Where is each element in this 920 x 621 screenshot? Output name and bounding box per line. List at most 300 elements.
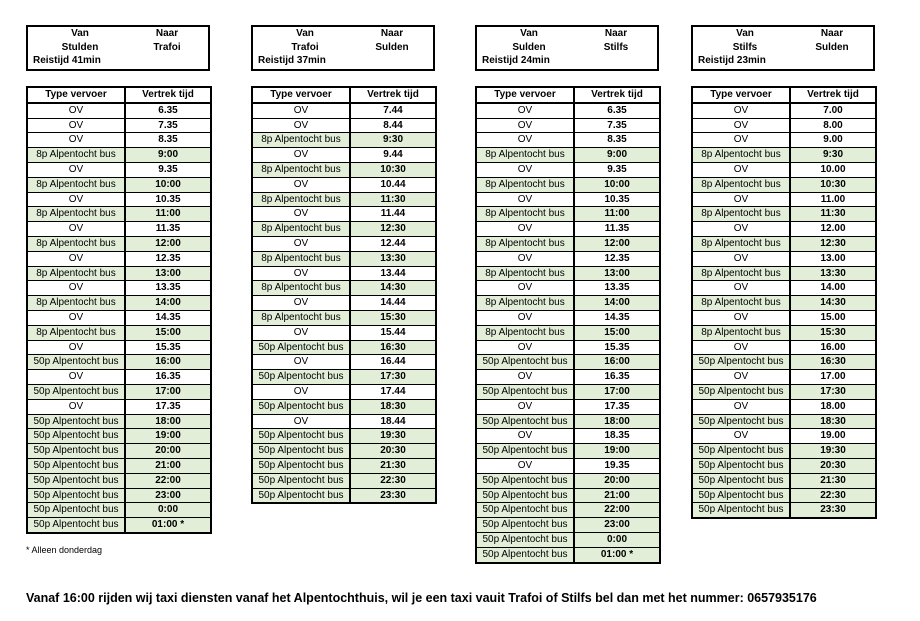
departure-time: 15.00: [790, 310, 876, 325]
table-row: [476, 444, 660, 459]
transport-type: OV: [252, 236, 350, 251]
departure-time: 19:30: [790, 444, 876, 459]
transport-type: 8p Alpentocht bus: [27, 236, 125, 251]
table-row: [27, 399, 211, 414]
table-row: [27, 444, 211, 459]
departure-time: 14:30: [350, 281, 436, 296]
departure-time: 16.44: [350, 355, 436, 370]
table-row: [27, 281, 211, 296]
table-row: [476, 148, 660, 163]
table-row: [692, 355, 876, 370]
table-row: [27, 340, 211, 355]
table-row: [252, 118, 436, 133]
transport-type: OV: [27, 370, 125, 385]
transport-type: 50p Alpentocht bus: [692, 488, 790, 503]
table-row: [476, 473, 660, 488]
footnote: * Alleen donderdag: [26, 545, 103, 555]
departure-time: 11:30: [790, 207, 876, 222]
table-row: [252, 266, 436, 281]
travel-time: Reistijd 37min: [258, 55, 326, 66]
departure-time: 15.35: [125, 340, 211, 355]
transport-type: OV: [476, 370, 574, 385]
table-row: [476, 222, 660, 237]
departure-time: 22:30: [350, 473, 436, 488]
table-row: [252, 399, 436, 414]
departure-time: 9.44: [350, 148, 436, 163]
table-row: [252, 133, 436, 148]
table-row: [252, 340, 436, 355]
transport-type: 8p Alpentocht bus: [27, 177, 125, 192]
transport-type: OV: [476, 192, 574, 207]
departure-time: 17:30: [790, 384, 876, 399]
transport-type: 50p Alpentocht bus: [27, 429, 125, 444]
departure-time: 12.00: [790, 222, 876, 237]
transport-type: 8p Alpentocht bus: [252, 222, 350, 237]
departure-time: 6.35: [125, 103, 211, 118]
departure-time: 20:30: [790, 458, 876, 473]
table-row: [692, 310, 876, 325]
transport-type: 8p Alpentocht bus: [476, 236, 574, 251]
table-row: [27, 162, 211, 177]
departure-time: 20:00: [574, 473, 660, 488]
departure-time: 7.44: [350, 103, 436, 118]
transport-type: 50p Alpentocht bus: [27, 384, 125, 399]
transport-type: 50p Alpentocht bus: [692, 414, 790, 429]
departure-time: 17.35: [125, 399, 211, 414]
table-row: [476, 103, 660, 118]
table-row: [692, 429, 876, 444]
transport-type: 50p Alpentocht bus: [476, 414, 574, 429]
transport-type: 50p Alpentocht bus: [27, 518, 125, 533]
transport-type: OV: [476, 429, 574, 444]
departure-time: 11.44: [350, 207, 436, 222]
departure-time: 14:30: [790, 296, 876, 311]
table-row: [252, 296, 436, 311]
departure-time: 16.35: [125, 370, 211, 385]
transport-type: OV: [252, 355, 350, 370]
table-row: [27, 429, 211, 444]
transport-type: OV: [692, 370, 790, 385]
transport-type: 8p Alpentocht bus: [692, 296, 790, 311]
transport-type: 50p Alpentocht bus: [476, 547, 574, 562]
transport-type: OV: [27, 118, 125, 133]
table-row: [27, 251, 211, 266]
from-label: Van: [520, 28, 538, 39]
departure-time: 23:00: [125, 488, 211, 503]
table-row: [252, 444, 436, 459]
from-label: Van: [736, 28, 754, 39]
col-time-header: Vertrek tijd: [125, 87, 211, 103]
table-row: [692, 414, 876, 429]
table-row: [692, 266, 876, 281]
table-row: [252, 458, 436, 473]
departure-time: 11:00: [574, 207, 660, 222]
table-row: [476, 547, 660, 562]
departure-time: 8.35: [125, 133, 211, 148]
timetable-3: [475, 86, 661, 564]
table-row: [692, 488, 876, 503]
transport-type: OV: [27, 103, 125, 118]
transport-type: 8p Alpentocht bus: [692, 177, 790, 192]
departure-time: 01:00 *: [574, 547, 660, 562]
table-row: [692, 370, 876, 385]
transport-type: OV: [692, 310, 790, 325]
table-row: [27, 133, 211, 148]
transport-type: 50p Alpentocht bus: [27, 355, 125, 370]
table-row: [252, 355, 436, 370]
from-label: Van: [71, 28, 89, 39]
transport-type: 50p Alpentocht bus: [27, 473, 125, 488]
to-stop: Trafoi: [153, 41, 181, 53]
transport-type: OV: [476, 399, 574, 414]
table-row: [27, 266, 211, 281]
departure-time: 20:30: [350, 444, 436, 459]
col-time-header: Vertrek tijd: [790, 87, 876, 103]
departure-time: 9.35: [574, 162, 660, 177]
departure-time: 19:00: [574, 444, 660, 459]
departure-time: 18.44: [350, 414, 436, 429]
departure-time: 10:30: [790, 177, 876, 192]
departure-time: 10:00: [574, 177, 660, 192]
table-row: [27, 118, 211, 133]
departure-time: 18:00: [125, 414, 211, 429]
departure-time: 0:00: [125, 503, 211, 518]
transport-type: OV: [252, 266, 350, 281]
departure-time: 14.00: [790, 281, 876, 296]
table-row: [252, 236, 436, 251]
transport-type: 8p Alpentocht bus: [692, 266, 790, 281]
departure-time: 10.35: [574, 192, 660, 207]
departure-time: 18:30: [350, 399, 436, 414]
route-header-4: [691, 25, 875, 71]
departure-time: 9.35: [125, 162, 211, 177]
table-row: [692, 399, 876, 414]
departure-time: 6.35: [574, 103, 660, 118]
departure-time: 15:00: [574, 325, 660, 340]
timetable-4: [691, 86, 877, 519]
table-row: [476, 177, 660, 192]
to-stop: Sulden: [375, 41, 409, 53]
table-row: [252, 473, 436, 488]
departure-time: 15:30: [350, 310, 436, 325]
departure-time: 22:00: [574, 503, 660, 518]
table-row: [476, 251, 660, 266]
departure-time: 22:00: [125, 473, 211, 488]
transport-type: OV: [252, 296, 350, 311]
table-row: [476, 429, 660, 444]
table-row: [476, 118, 660, 133]
transport-type: OV: [476, 222, 574, 237]
departure-time: 19:00: [125, 429, 211, 444]
departure-time: 10.00: [790, 162, 876, 177]
departure-time: 23:00: [574, 518, 660, 533]
transport-type: OV: [476, 103, 574, 118]
table-row: [692, 340, 876, 355]
table-row: [252, 310, 436, 325]
transport-type: OV: [27, 251, 125, 266]
transport-type: 8p Alpentocht bus: [252, 251, 350, 266]
table-row: [252, 103, 436, 118]
table-row: [476, 384, 660, 399]
transport-type: 50p Alpentocht bus: [27, 444, 125, 459]
col-type-header: Type vervoer: [27, 87, 125, 103]
table-row: [27, 355, 211, 370]
table-row: [27, 296, 211, 311]
departure-time: 11.35: [125, 222, 211, 237]
departure-time: 23:30: [350, 488, 436, 503]
departure-time: 13:30: [790, 266, 876, 281]
departure-time: 12.44: [350, 236, 436, 251]
route-header-2: [251, 25, 435, 71]
transport-type: OV: [692, 222, 790, 237]
departure-time: 13.35: [125, 281, 211, 296]
table-row: [692, 162, 876, 177]
departure-time: 11.35: [574, 222, 660, 237]
transport-type: OV: [476, 251, 574, 266]
table-row: [252, 177, 436, 192]
table-row: [692, 177, 876, 192]
table-row: [476, 518, 660, 533]
table-row: [27, 384, 211, 399]
transport-type: 8p Alpentocht bus: [27, 296, 125, 311]
table-row: [692, 384, 876, 399]
transport-type: OV: [27, 192, 125, 207]
table-row: [252, 251, 436, 266]
departure-time: 9:30: [790, 148, 876, 163]
transport-type: 8p Alpentocht bus: [252, 310, 350, 325]
table-row: [476, 296, 660, 311]
table-row: [27, 222, 211, 237]
departure-time: 16:00: [574, 355, 660, 370]
transport-type: OV: [692, 133, 790, 148]
transport-type: OV: [27, 399, 125, 414]
departure-time: 21:30: [790, 473, 876, 488]
departure-time: 9:30: [350, 133, 436, 148]
departure-time: 14.35: [125, 310, 211, 325]
from-stop: Sulden: [512, 41, 546, 53]
departure-time: 17:00: [125, 384, 211, 399]
departure-time: 0:00: [574, 532, 660, 547]
table-row: [476, 236, 660, 251]
table-row: [692, 207, 876, 222]
col-type-header: Type vervoer: [476, 87, 574, 103]
transport-type: 50p Alpentocht bus: [476, 473, 574, 488]
departure-time: 10.44: [350, 177, 436, 192]
col-type-header: Type vervoer: [252, 87, 350, 103]
departure-time: 19:30: [350, 429, 436, 444]
transport-type: OV: [692, 192, 790, 207]
table-row: [27, 148, 211, 163]
transport-type: 8p Alpentocht bus: [476, 325, 574, 340]
transport-type: 50p Alpentocht bus: [252, 444, 350, 459]
transport-type: 8p Alpentocht bus: [27, 148, 125, 163]
table-row: [27, 236, 211, 251]
departure-time: 16.00: [790, 340, 876, 355]
departure-time: 13:00: [574, 266, 660, 281]
transport-type: 50p Alpentocht bus: [692, 458, 790, 473]
departure-time: 14.44: [350, 296, 436, 311]
table-row: [27, 473, 211, 488]
table-row: [476, 207, 660, 222]
transport-type: OV: [27, 281, 125, 296]
transport-type: 8p Alpentocht bus: [476, 266, 574, 281]
departure-time: 17:00: [574, 384, 660, 399]
departure-time: 8.44: [350, 118, 436, 133]
col-type-header: Type vervoer: [692, 87, 790, 103]
departure-time: 9:00: [125, 148, 211, 163]
transport-type: 50p Alpentocht bus: [692, 444, 790, 459]
table-row: [476, 162, 660, 177]
table-row: [252, 488, 436, 503]
to-label: Naar: [380, 28, 404, 39]
transport-type: OV: [692, 281, 790, 296]
departure-time: 16.35: [574, 370, 660, 385]
departure-time: 15:00: [125, 325, 211, 340]
transport-type: OV: [692, 118, 790, 133]
from-label: Van: [296, 28, 314, 39]
departure-time: 17.44: [350, 384, 436, 399]
table-row: [692, 296, 876, 311]
table-row: [476, 399, 660, 414]
departure-time: 11:00: [125, 207, 211, 222]
transport-type: OV: [476, 162, 574, 177]
table-row: [252, 325, 436, 340]
table-row: [27, 177, 211, 192]
table-row: [252, 281, 436, 296]
table-row: [476, 370, 660, 385]
departure-time: 19.00: [790, 429, 876, 444]
departure-time: 10:00: [125, 177, 211, 192]
to-label: Naar: [604, 28, 628, 39]
transport-type: 50p Alpentocht bus: [692, 355, 790, 370]
table-row: [692, 473, 876, 488]
table-row: [252, 414, 436, 429]
transport-type: OV: [252, 118, 350, 133]
departure-time: 12.35: [125, 251, 211, 266]
transport-type: 50p Alpentocht bus: [252, 488, 350, 503]
departure-time: 13.35: [574, 281, 660, 296]
departure-time: 21:30: [350, 458, 436, 473]
transport-type: OV: [252, 325, 350, 340]
transport-type: 8p Alpentocht bus: [27, 207, 125, 222]
departure-time: 9.00: [790, 133, 876, 148]
departure-time: 9:00: [574, 148, 660, 163]
departure-time: 22:30: [790, 488, 876, 503]
departure-time: 01:00 *: [125, 518, 211, 533]
from-stop: Stilfs: [732, 41, 758, 53]
table-row: [692, 444, 876, 459]
transport-type: 50p Alpentocht bus: [27, 414, 125, 429]
transport-type: 50p Alpentocht bus: [476, 488, 574, 503]
departure-time: 23:30: [790, 503, 876, 518]
from-stop: Trafoi: [291, 41, 319, 53]
transport-type: 8p Alpentocht bus: [476, 177, 574, 192]
transport-type: OV: [27, 340, 125, 355]
departure-time: 10.35: [125, 192, 211, 207]
taxi-note: Vanaf 16:00 rijden wij taxi diensten vanaf het Alpentochthuis, wil je een taxi vauit Trafoi of Stilfs bel dan met het nummer: 0657935176: [26, 591, 817, 605]
transport-type: OV: [252, 177, 350, 192]
table-row: [476, 325, 660, 340]
table-row: [252, 162, 436, 177]
transport-type: 8p Alpentocht bus: [27, 325, 125, 340]
departure-time: 14:00: [125, 296, 211, 311]
transport-type: 50p Alpentocht bus: [252, 399, 350, 414]
from-stop: Stulden: [61, 41, 99, 53]
departure-time: 8.35: [574, 133, 660, 148]
table-row: [27, 207, 211, 222]
transport-type: 50p Alpentocht bus: [476, 503, 574, 518]
transport-type: 8p Alpentocht bus: [692, 148, 790, 163]
transport-type: 50p Alpentocht bus: [476, 355, 574, 370]
transport-type: OV: [476, 340, 574, 355]
table-row: [476, 192, 660, 207]
to-stop: Stilfs: [603, 41, 629, 53]
transport-type: OV: [27, 310, 125, 325]
table-row: [476, 133, 660, 148]
travel-time: Reistijd 24min: [482, 55, 550, 66]
departure-time: 16:30: [350, 340, 436, 355]
transport-type: 8p Alpentocht bus: [476, 296, 574, 311]
transport-type: OV: [476, 133, 574, 148]
transport-type: OV: [27, 162, 125, 177]
table-row: [27, 103, 211, 118]
departure-time: 12:00: [125, 236, 211, 251]
departure-time: 13.44: [350, 266, 436, 281]
departure-time: 18:00: [574, 414, 660, 429]
departure-time: 12.35: [574, 251, 660, 266]
transport-type: 50p Alpentocht bus: [476, 444, 574, 459]
table-row: [27, 370, 211, 385]
table-row: [27, 325, 211, 340]
transport-type: 8p Alpentocht bus: [252, 162, 350, 177]
transport-type: OV: [692, 251, 790, 266]
departure-time: 17.00: [790, 370, 876, 385]
table-row: [692, 281, 876, 296]
table-row: [252, 192, 436, 207]
departure-time: 17.35: [574, 399, 660, 414]
route-header-1: [26, 25, 210, 71]
transport-type: OV: [476, 118, 574, 133]
table-row: [476, 266, 660, 281]
table-row: [476, 503, 660, 518]
transport-type: 8p Alpentocht bus: [252, 133, 350, 148]
transport-type: OV: [27, 222, 125, 237]
to-stop: Sulden: [815, 41, 849, 53]
transport-type: 8p Alpentocht bus: [692, 325, 790, 340]
departure-time: 17:30: [350, 370, 436, 385]
transport-type: 50p Alpentocht bus: [252, 458, 350, 473]
departure-time: 18:30: [790, 414, 876, 429]
table-row: [476, 355, 660, 370]
table-row: [692, 133, 876, 148]
table-row: [692, 118, 876, 133]
departure-time: 13.00: [790, 251, 876, 266]
transport-type: 8p Alpentocht bus: [476, 207, 574, 222]
departure-time: 8.00: [790, 118, 876, 133]
transport-type: OV: [252, 148, 350, 163]
route-header-3: [475, 25, 659, 71]
transport-type: 50p Alpentocht bus: [252, 429, 350, 444]
transport-type: 50p Alpentocht bus: [252, 340, 350, 355]
departure-time: 12:30: [790, 236, 876, 251]
departure-time: 12:00: [574, 236, 660, 251]
transport-type: 8p Alpentocht bus: [476, 148, 574, 163]
col-time-header: Vertrek tijd: [350, 87, 436, 103]
transport-type: OV: [476, 281, 574, 296]
departure-time: 21:00: [574, 488, 660, 503]
table-row: [252, 207, 436, 222]
transport-type: OV: [692, 340, 790, 355]
